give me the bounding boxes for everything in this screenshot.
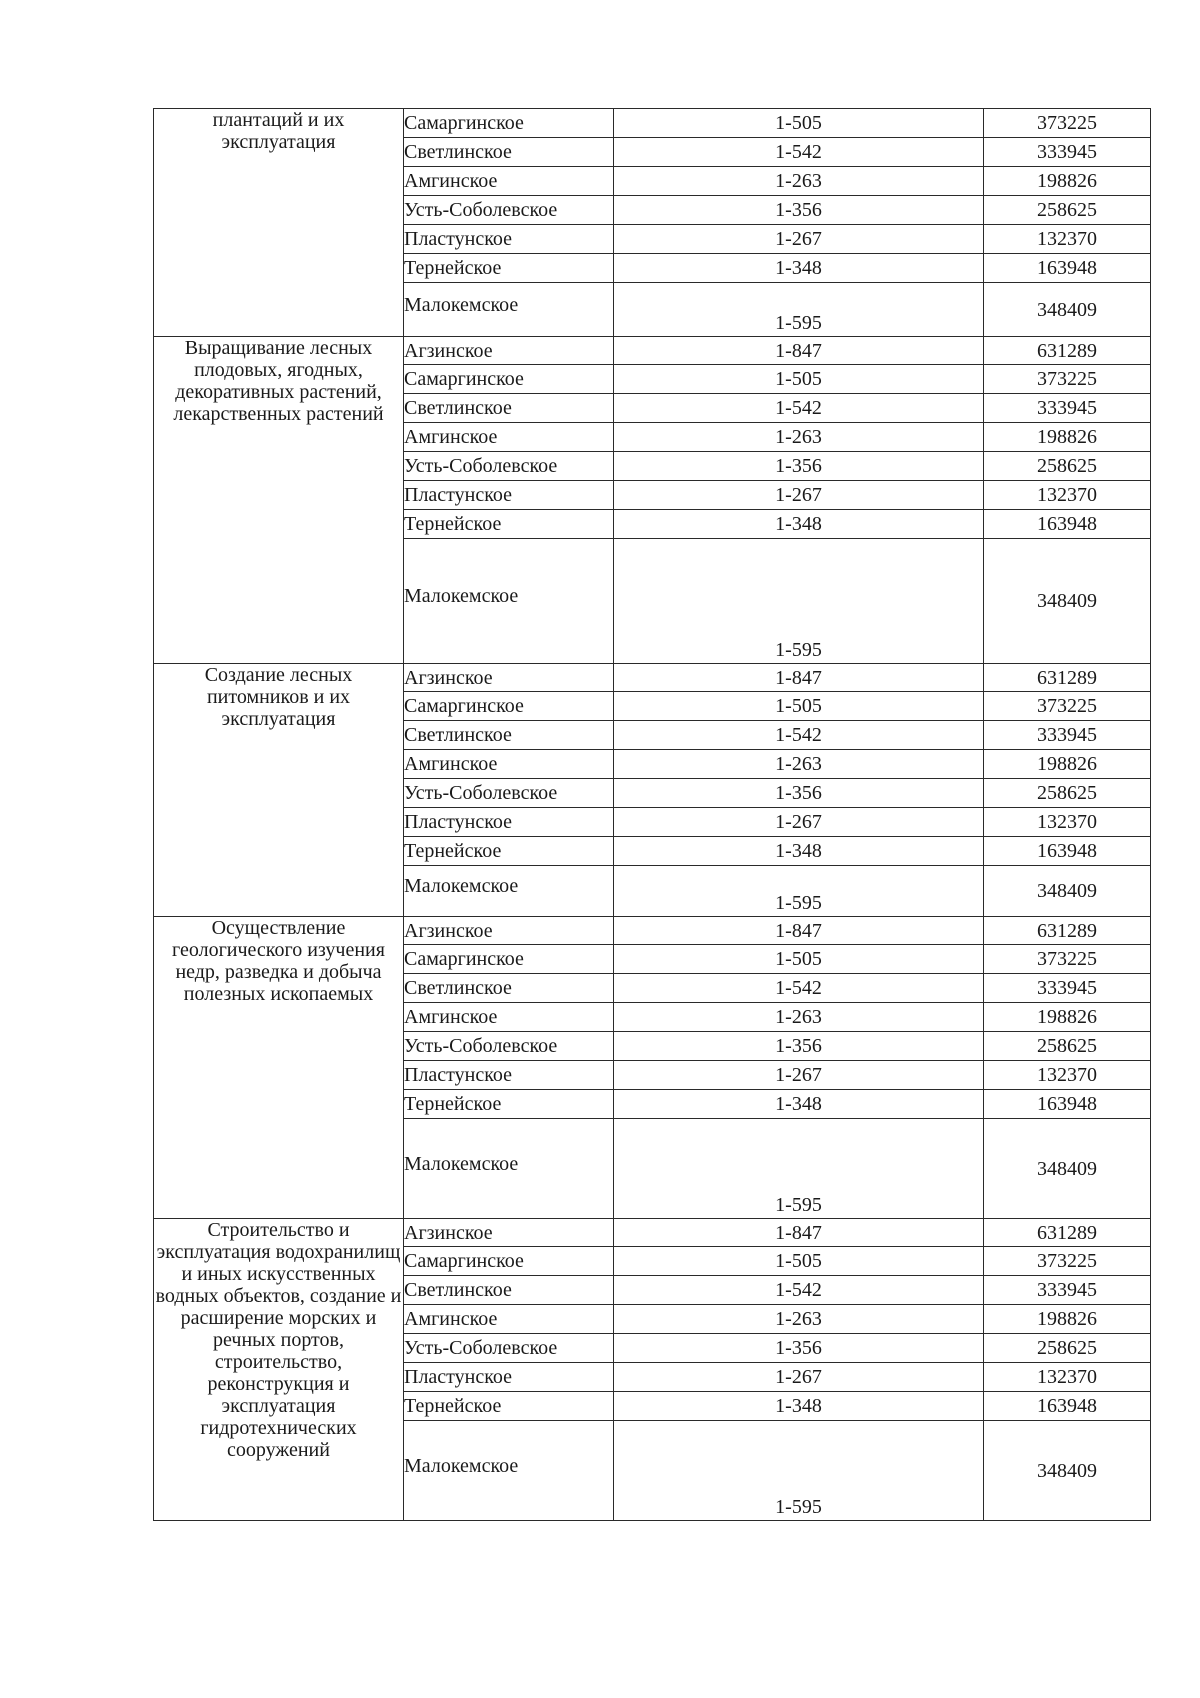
area-cell: 333945 xyxy=(984,394,1151,423)
table-body xyxy=(154,109,1151,1521)
forestry-cell: Самаргинское xyxy=(404,109,614,138)
area-cell: 163948 xyxy=(984,510,1151,539)
code-cell: 1-847 xyxy=(614,917,984,945)
forestry-cell: Пластунское xyxy=(404,481,614,510)
forestry-cell: Малокемское xyxy=(404,1421,614,1521)
forestry-cell: Малокемское xyxy=(404,1119,614,1219)
area-cell: 198826 xyxy=(984,750,1151,779)
area-cell: 163948 xyxy=(984,254,1151,283)
forestry-cell: Светлинское xyxy=(404,721,614,750)
code-cell: 1-263 xyxy=(614,167,984,196)
code-cell: 1-263 xyxy=(614,1003,984,1032)
forestry-cell: Малокемское xyxy=(404,283,614,337)
code-cell: 1-356 xyxy=(614,1032,984,1061)
area-cell: 348409 xyxy=(984,866,1151,917)
area-cell: 198826 xyxy=(984,1305,1151,1334)
area-cell: 373225 xyxy=(984,692,1151,721)
code-cell: 1-356 xyxy=(614,779,984,808)
forestry-cell: Амгинское xyxy=(404,1305,614,1334)
activity-cell: Создание лесных питомников и их эксплуатация xyxy=(154,664,404,917)
area-cell: 333945 xyxy=(984,974,1151,1003)
area-cell: 258625 xyxy=(984,452,1151,481)
area-cell: 198826 xyxy=(984,423,1151,452)
code-cell: 1-263 xyxy=(614,750,984,779)
code-cell: 1-263 xyxy=(614,1305,984,1334)
forestry-cell: Светлинское xyxy=(404,138,614,167)
table-row xyxy=(154,109,1151,138)
code-cell: 1-348 xyxy=(614,1392,984,1421)
area-cell: 631289 xyxy=(984,917,1151,945)
code-cell: 1-267 xyxy=(614,1061,984,1090)
area-cell: 198826 xyxy=(984,167,1151,196)
code-cell: 1-847 xyxy=(614,337,984,365)
activity-cell: Строительство и эксплуатация водохранилищ и иных искусственных водных объектов, создание и расширение морских и речных портов, строительство, реконструкция и эксплуатация гидротехнических сооружений xyxy=(154,1219,404,1521)
code-cell: 1-267 xyxy=(614,225,984,254)
forestry-cell: Светлинское xyxy=(404,974,614,1003)
area-cell: 631289 xyxy=(984,1219,1151,1247)
code-cell: 1-847 xyxy=(614,664,984,692)
forestry-cell: Тернейское xyxy=(404,837,614,866)
area-cell: 163948 xyxy=(984,1090,1151,1119)
area-cell: 631289 xyxy=(984,664,1151,692)
code-cell: 1-263 xyxy=(614,423,984,452)
code-cell: 1-348 xyxy=(614,1090,984,1119)
code-cell: 1-595 xyxy=(614,1421,984,1521)
area-cell: 333945 xyxy=(984,1276,1151,1305)
activity-cell: Осуществление геологического изучения недр, разведка и добыча полезных ископаемых xyxy=(154,917,404,1219)
area-cell: 258625 xyxy=(984,1334,1151,1363)
code-cell: 1-356 xyxy=(614,196,984,225)
code-cell: 1-267 xyxy=(614,1363,984,1392)
forestry-cell: Амгинское xyxy=(404,423,614,452)
area-cell: 132370 xyxy=(984,808,1151,837)
forestry-cell: Усть-Соболевское xyxy=(404,1334,614,1363)
code-cell: 1-542 xyxy=(614,138,984,167)
area-cell: 258625 xyxy=(984,779,1151,808)
code-cell: 1-505 xyxy=(614,945,984,974)
table-row xyxy=(154,1219,1151,1247)
area-cell: 258625 xyxy=(984,1032,1151,1061)
forestry-cell: Усть-Соболевское xyxy=(404,196,614,225)
code-cell: 1-356 xyxy=(614,452,984,481)
forestry-cell: Усть-Соболевское xyxy=(404,1032,614,1061)
forestry-cell: Амгинское xyxy=(404,1003,614,1032)
area-cell: 333945 xyxy=(984,721,1151,750)
area-cell: 373225 xyxy=(984,109,1151,138)
activity-cell: Выращивание лесных плодовых, ягодных, декоративных растений, лекарственных растений xyxy=(154,337,404,664)
forestry-cell: Пластунское xyxy=(404,1061,614,1090)
code-cell: 1-847 xyxy=(614,1219,984,1247)
code-cell: 1-542 xyxy=(614,394,984,423)
area-cell: 348409 xyxy=(984,539,1151,664)
code-cell: 1-505 xyxy=(614,109,984,138)
code-cell: 1-542 xyxy=(614,974,984,1003)
forestry-cell: Светлинское xyxy=(404,394,614,423)
forestry-cell: Самаргинское xyxy=(404,365,614,394)
area-cell: 631289 xyxy=(984,337,1151,365)
forestry-cell: Пластунское xyxy=(404,1363,614,1392)
forestry-cell: Амгинское xyxy=(404,167,614,196)
forestry-cell: Светлинское xyxy=(404,1276,614,1305)
activity-cell: плантаций и их эксплуатация xyxy=(154,109,404,337)
code-cell: 1-348 xyxy=(614,254,984,283)
area-cell: 333945 xyxy=(984,138,1151,167)
code-cell: 1-505 xyxy=(614,365,984,394)
forestry-cell: Агзинское xyxy=(404,664,614,692)
code-cell: 1-348 xyxy=(614,837,984,866)
code-cell: 1-505 xyxy=(614,692,984,721)
code-cell: 1-595 xyxy=(614,1119,984,1219)
area-cell: 373225 xyxy=(984,1247,1151,1276)
code-cell: 1-505 xyxy=(614,1247,984,1276)
area-cell: 132370 xyxy=(984,481,1151,510)
forest-use-table xyxy=(153,108,1151,1521)
table-row xyxy=(154,917,1151,945)
area-cell: 258625 xyxy=(984,196,1151,225)
forestry-cell: Малокемское xyxy=(404,866,614,917)
table-row xyxy=(154,664,1151,692)
forestry-cell: Тернейское xyxy=(404,1392,614,1421)
forestry-cell: Усть-Соболевское xyxy=(404,779,614,808)
area-cell: 198826 xyxy=(984,1003,1151,1032)
forestry-cell: Тернейское xyxy=(404,510,614,539)
area-cell: 132370 xyxy=(984,225,1151,254)
code-cell: 1-542 xyxy=(614,1276,984,1305)
area-cell: 163948 xyxy=(984,1392,1151,1421)
code-cell: 1-348 xyxy=(614,510,984,539)
forestry-cell: Амгинское xyxy=(404,750,614,779)
area-cell: 348409 xyxy=(984,283,1151,337)
forestry-cell: Самаргинское xyxy=(404,945,614,974)
forestry-cell: Пластунское xyxy=(404,225,614,254)
code-cell: 1-595 xyxy=(614,866,984,917)
area-cell: 348409 xyxy=(984,1421,1151,1521)
forestry-cell: Самаргинское xyxy=(404,692,614,721)
forestry-cell: Агзинское xyxy=(404,917,614,945)
area-cell: 373225 xyxy=(984,365,1151,394)
table-row xyxy=(154,337,1151,365)
forestry-cell: Самаргинское xyxy=(404,1247,614,1276)
code-cell: 1-595 xyxy=(614,283,984,337)
code-cell: 1-267 xyxy=(614,808,984,837)
code-cell: 1-542 xyxy=(614,721,984,750)
forestry-cell: Усть-Соболевское xyxy=(404,452,614,481)
area-cell: 373225 xyxy=(984,945,1151,974)
code-cell: 1-267 xyxy=(614,481,984,510)
forestry-cell: Агзинское xyxy=(404,1219,614,1247)
forestry-cell: Тернейское xyxy=(404,254,614,283)
area-cell: 132370 xyxy=(984,1061,1151,1090)
area-cell: 348409 xyxy=(984,1119,1151,1219)
forestry-cell: Агзинское xyxy=(404,337,614,365)
area-cell: 132370 xyxy=(984,1363,1151,1392)
code-cell: 1-595 xyxy=(614,539,984,664)
forestry-cell: Тернейское xyxy=(404,1090,614,1119)
area-cell: 163948 xyxy=(984,837,1151,866)
forestry-cell: Малокемское xyxy=(404,539,614,664)
code-cell: 1-356 xyxy=(614,1334,984,1363)
forestry-cell: Пластунское xyxy=(404,808,614,837)
